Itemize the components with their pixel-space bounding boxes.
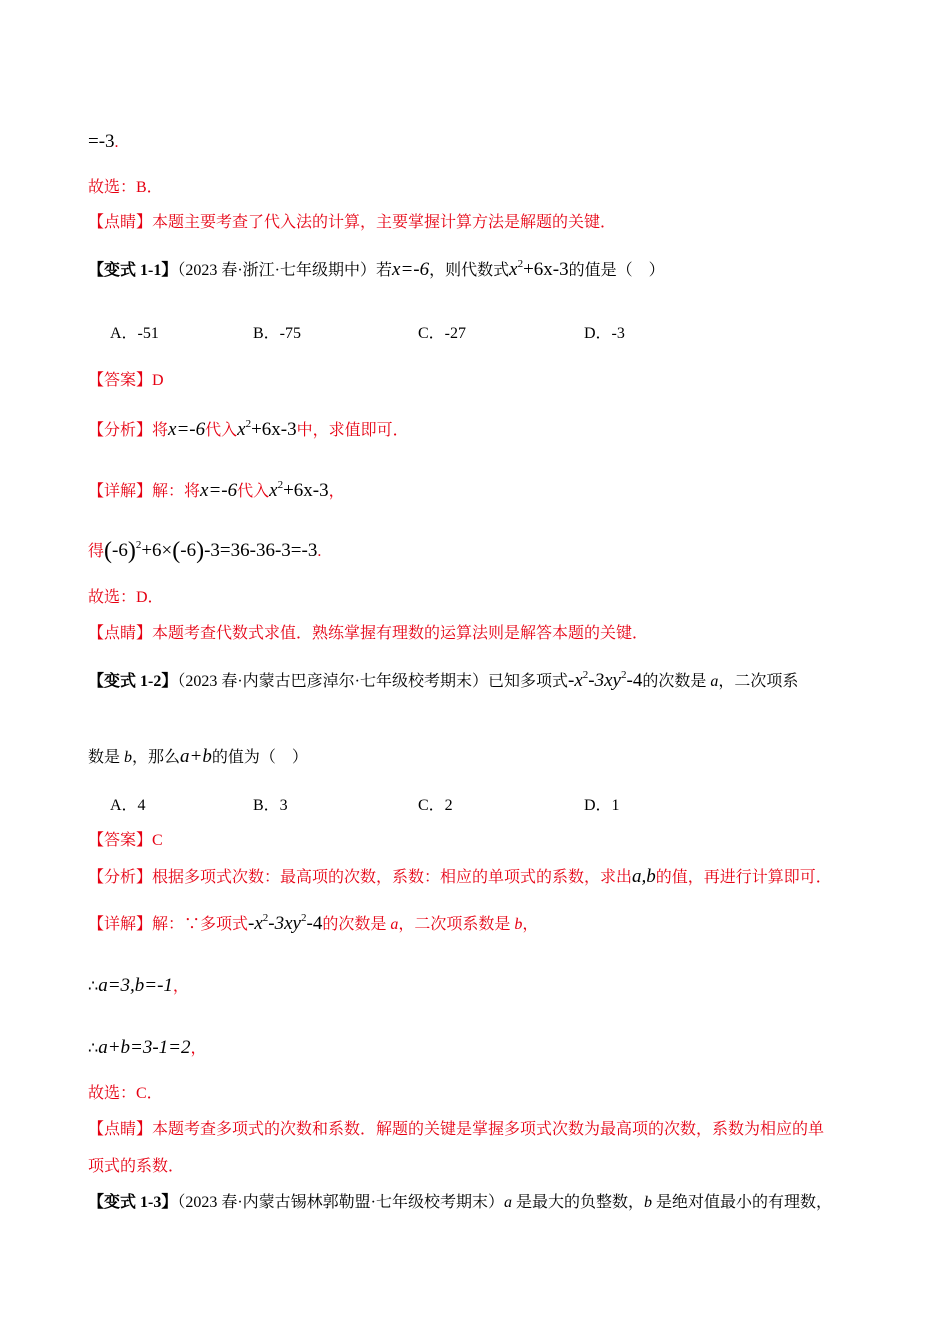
analysis-math-sup: 2 — [245, 418, 252, 430]
option-b: B．-75 — [253, 325, 302, 342]
detail-math-b: -3xy — [268, 913, 301, 934]
choose-line-1: 故选：B． — [88, 179, 163, 196]
option-a: A．-51 — [110, 325, 159, 342]
calc-end: . — [317, 543, 322, 560]
calc-m1: -6 — [112, 540, 128, 561]
calc-m2: +6× — [141, 540, 173, 561]
detail-var-a: a — [390, 916, 399, 933]
variant-1-2-question — [88, 670, 798, 693]
detail-line — [88, 913, 538, 936]
analysis-text: 的值，再进行计算即可． — [655, 869, 832, 886]
q-var-a: a — [710, 673, 719, 690]
q-text: ，那么 — [132, 749, 181, 766]
detail-math-2a: x — [269, 480, 278, 501]
variant-1-1-question — [88, 259, 665, 282]
detail-tag: 【详解】 — [88, 483, 153, 500]
q-var-b: b — [644, 1194, 653, 1211]
detail-text: ， — [328, 483, 345, 500]
q-math-a: -x — [568, 670, 583, 691]
detail-math-c: -4 — [306, 913, 323, 934]
option-c: C．2 — [418, 797, 453, 814]
step-line-2 — [88, 1037, 207, 1060]
step-math: a=3,b=-1 — [98, 975, 173, 996]
q-text: 的值是（ ） — [568, 262, 665, 279]
analysis-line — [88, 419, 409, 442]
analysis-text: 中，求值即可． — [296, 422, 409, 439]
q-math-sup: 2 — [517, 258, 524, 270]
option-a: A．4 — [110, 797, 146, 814]
detail-math-1: x=-6 — [200, 480, 238, 501]
analysis-tag: 【分析】 — [88, 422, 153, 439]
q-text: ，则代数式 — [429, 262, 510, 279]
answer-line: 【答案】C — [88, 832, 163, 849]
tip-tag: 【点睛】 — [88, 214, 153, 231]
step-end: ， — [172, 978, 189, 995]
q-text: 是绝对值最小的有理数， — [652, 1194, 833, 1211]
analysis-math-2b: +6x-3 — [251, 419, 297, 440]
tip-line-1 — [88, 212, 616, 234]
detail-math-a: -x — [248, 913, 263, 934]
analysis-math: a,b — [632, 866, 656, 887]
analysis-text: 将 — [152, 422, 169, 439]
q-text: 是最大的负整数， — [512, 1194, 645, 1211]
tip-line-2 — [88, 623, 648, 645]
q-text: 若 — [376, 262, 393, 279]
calc-m3: -6 — [180, 540, 197, 561]
calc-line — [88, 540, 321, 563]
option-c: C．-27 — [418, 325, 467, 342]
therefore-symbol: ∴ — [88, 1040, 99, 1057]
tip-line-3-cont: 项式的系数． — [88, 1158, 185, 1175]
option-d: D．1 — [584, 797, 620, 814]
step-math: a+b=3-1=2 — [98, 1037, 191, 1058]
analysis-line — [88, 866, 832, 889]
variant-1-2-question-cont — [88, 746, 308, 769]
step-end: ， — [190, 1040, 207, 1057]
option-d: D．-3 — [584, 325, 625, 342]
q-math-2b: +6x-3 — [523, 259, 569, 280]
analysis-text: 代入 — [205, 422, 238, 439]
q-math-sup2: 2 — [621, 669, 627, 681]
analysis-text: 根据多项式次数：最高项的次数，系数：相应的单项式的系数，求出 — [152, 869, 633, 886]
variant-tag: 【变式 1-3】 — [88, 1194, 178, 1211]
result-line — [88, 131, 119, 154]
result-expr: =-3 — [88, 131, 115, 152]
variant-tag: 【变式 1-1】 — [88, 262, 178, 279]
q-var-b: b — [124, 749, 133, 766]
step-line-1 — [88, 975, 189, 998]
detail-math-sup2: 2 — [301, 912, 307, 924]
detail-text: 解：将 — [152, 483, 201, 500]
detail-text: 代入 — [237, 483, 270, 500]
calc-sup: 2 — [135, 539, 142, 551]
option-b: B．3 — [253, 797, 288, 814]
q-math-c: -4 — [626, 670, 643, 691]
detail-text: 的次数是 — [322, 916, 391, 933]
q-var-a: a — [504, 1194, 513, 1211]
q-math-sup1: 2 — [582, 669, 589, 681]
tip-line-3 — [88, 1119, 824, 1141]
detail-var-b: b — [514, 916, 523, 933]
calc-text: 得 — [88, 543, 105, 560]
q-math-1: x=-6 — [392, 259, 430, 280]
answer-line: 【答案】D — [88, 372, 164, 389]
q-math-b: -3xy — [588, 670, 621, 691]
variant-1-3-question — [88, 1192, 832, 1214]
analysis-math-1: x=-6 — [168, 419, 206, 440]
variant-tag: 【变式 1-2】 — [88, 673, 178, 690]
choose-line-2: 故选：D． — [88, 589, 164, 606]
q-text: ，二次项系 — [718, 673, 799, 690]
source: （2023 春·内蒙古巴彦淖尔·七年级校考期末） — [177, 673, 489, 690]
therefore-symbol: ∴ — [88, 978, 99, 995]
q-text: 数是 — [88, 749, 125, 766]
analysis-tag: 【分析】 — [88, 869, 153, 886]
choose-line-3: 故选：C． — [88, 1085, 163, 1102]
detail-math-2b: +6x-3 — [283, 480, 329, 501]
detail-tag: 【详解】 — [88, 916, 153, 933]
q-math: a+b — [180, 746, 212, 767]
analysis-math-2a: x — [237, 419, 246, 440]
q-text: 的值为（ ） — [211, 749, 308, 766]
q-text: 已知多项式 — [488, 673, 569, 690]
detail-math-sup1: 2 — [262, 912, 269, 924]
tip-text: 本题主要考查了代入法的计算，主要掌握计算方法是解题的关键． — [152, 214, 617, 231]
detail-text: ，二次项系数是 — [398, 916, 515, 933]
q-math-2a: x — [509, 259, 518, 280]
result-period: . — [114, 134, 119, 151]
source: （2023 春·内蒙古锡林郭勒盟·七年级校考期末） — [177, 1194, 505, 1211]
tip-text: 本题考查多项式的次数和系数．解题的关键是掌握多项式次数为最高项的次数，系数为相应的单 — [152, 1121, 825, 1138]
tip-tag: 【点睛】 — [88, 1121, 153, 1138]
source: （2023 春·浙江·七年级期中） — [177, 262, 377, 279]
calc-math: $(-6)^2+6\times(-6)-3=36-36-3=-3$ — [104, 538, 318, 564]
detail-text: 解：∵多项式 — [152, 916, 249, 933]
detail-math-sup: 2 — [277, 479, 284, 491]
tip-text: 本题考查代数式求值．熟练掌握有理数的运算法则是解答本题的关键． — [152, 625, 649, 642]
detail-text: ， — [522, 916, 539, 933]
detail-line — [88, 480, 345, 503]
q-text: 的次数是 — [642, 673, 711, 690]
tip-tag: 【点睛】 — [88, 625, 153, 642]
calc-m4: -3=36-36-3=-3 — [204, 540, 318, 561]
